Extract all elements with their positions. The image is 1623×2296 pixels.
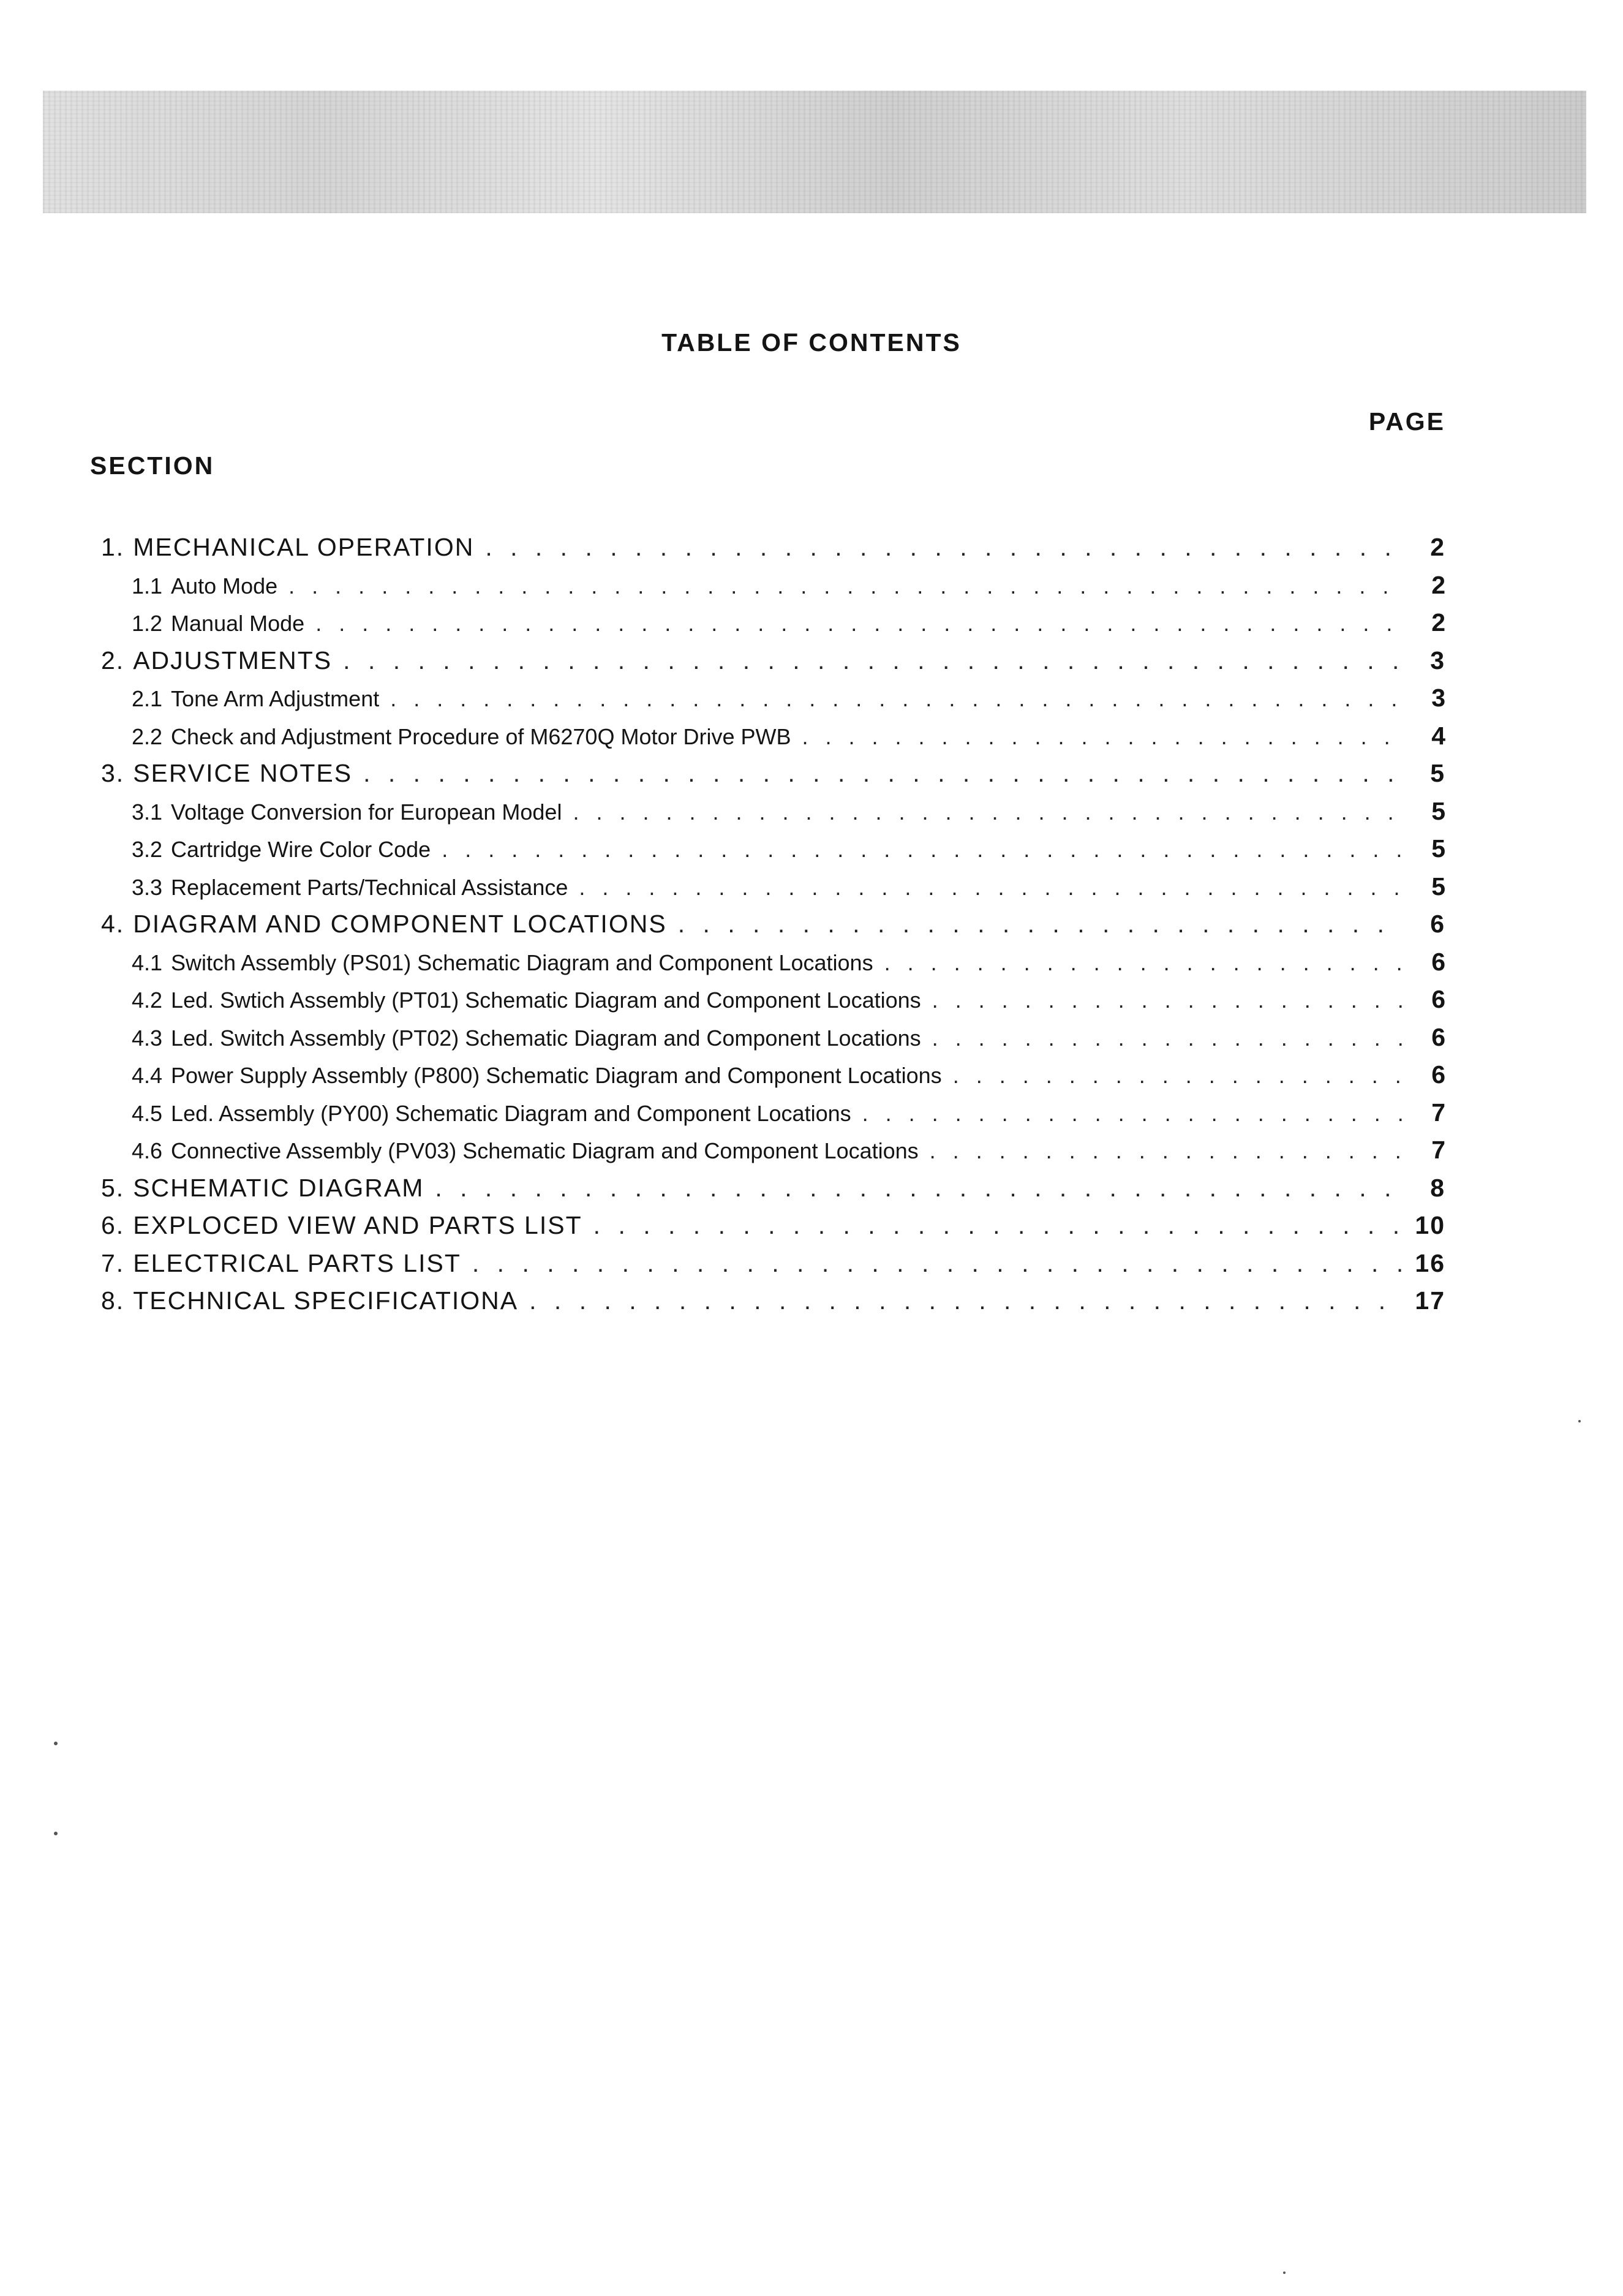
toc-entry-label: MECHANICAL OPERATION: [133, 533, 475, 561]
toc-entry-page: 7: [1431, 1136, 1445, 1164]
toc-entry-label: EXPLOCED VIEW AND PARTS LIST: [133, 1211, 582, 1239]
toc-entry: [101, 834, 1445, 872]
toc-entry-number: 4.2: [132, 988, 163, 1013]
toc-entry-label: Connective Assembly (PV03) Schematic Diagram and Component Locations: [171, 1138, 919, 1163]
dot-leader: [932, 1025, 1404, 1051]
toc-entry-page: 5: [1431, 834, 1445, 863]
toc-entry-label: Switch Assembly (PS01) Schematic Diagram and Component Locations: [171, 950, 873, 975]
toc-entry-number: 6.: [101, 1211, 125, 1239]
toc-entry-page: 3: [1430, 646, 1445, 674]
toc-entry-page: 10: [1415, 1211, 1445, 1239]
toc-entry: [101, 910, 1445, 948]
scan-speck: [1578, 1420, 1581, 1422]
toc-entry: [101, 759, 1445, 797]
toc-entry: [101, 985, 1445, 1023]
toc-entry-number: 7.: [101, 1248, 125, 1277]
toc-entry: [101, 797, 1445, 835]
dot-leader: [802, 724, 1404, 750]
toc-entry-number: 3.2: [132, 837, 163, 862]
toc-entry-label: SERVICE NOTES: [133, 759, 353, 787]
toc-entry-page: 5: [1431, 796, 1445, 825]
toc-entry: [101, 1060, 1445, 1098]
dot-leader: [529, 1286, 1404, 1315]
toc-entry-label: Check and Adjustment Procedure of M6270Q Motor Drive PWB: [171, 723, 791, 749]
toc-entry: [101, 533, 1445, 571]
dot-leader: [485, 533, 1404, 562]
dot-leader: [678, 910, 1404, 938]
toc-entry-label: TECHNICAL SPECIFICATIONA: [133, 1286, 519, 1315]
page-column-heading: PAGE: [1368, 407, 1445, 436]
toc-entry-page: 16: [1415, 1248, 1445, 1277]
toc-entry-number: 4.4: [132, 1063, 163, 1088]
dot-leader: [930, 1138, 1404, 1164]
scan-speck: [54, 1742, 58, 1745]
toc-entry-label: SCHEMATIC DIAGRAM: [133, 1173, 424, 1202]
dot-leader: [390, 686, 1404, 712]
toc-entry-label: Manual Mode: [171, 611, 305, 636]
dot-leader: [862, 1101, 1404, 1127]
toc-entry: [101, 1023, 1445, 1061]
toc-entry-number: 2.1: [132, 686, 163, 711]
toc-entry-page: 7: [1431, 1098, 1445, 1127]
toc-entry-page: 5: [1431, 872, 1445, 901]
toc-entry: [101, 1136, 1445, 1174]
toc-entry-label: Auto Mode: [171, 573, 278, 599]
dot-leader: [573, 799, 1404, 825]
dot-leader: [953, 1063, 1404, 1089]
toc-entry-page: 17: [1415, 1286, 1445, 1315]
toc-entry-page: 2: [1431, 608, 1445, 636]
scan-speck: [54, 1832, 58, 1835]
toc-entry-page: 4: [1431, 721, 1445, 750]
toc-entry-number: 3.: [101, 759, 125, 787]
toc-entry-label: Tone Arm Adjustment: [171, 686, 380, 711]
toc-entry: [101, 722, 1445, 760]
toc-entry: [101, 1098, 1445, 1136]
dot-leader: [579, 875, 1404, 901]
toc-entry-label: Replacement Parts/Technical Assistance: [171, 874, 568, 900]
toc-entry: [101, 872, 1445, 910]
dot-leader: [884, 950, 1404, 976]
toc-entry: [101, 1174, 1445, 1212]
toc-entry-number: 4.6: [132, 1138, 163, 1163]
dot-leader: [932, 988, 1404, 1013]
toc-entry-number: 1.1: [132, 573, 163, 599]
toc-entry-label: Cartridge Wire Color Code: [171, 837, 431, 862]
toc-entry-number: 1.: [101, 533, 125, 561]
toc-entry-page: 6: [1431, 1060, 1445, 1089]
toc-entry-page: 6: [1430, 910, 1445, 938]
toc-entry-number: 4.1: [132, 950, 163, 975]
toc-entry: [101, 608, 1445, 646]
dot-leader: [442, 837, 1404, 863]
dot-leader: [435, 1174, 1404, 1203]
dot-leader: [288, 573, 1404, 599]
toc-entry-page: 6: [1431, 1022, 1445, 1051]
toc-entry-page: 6: [1431, 947, 1445, 976]
toc-entry: [101, 1249, 1445, 1287]
dot-leader: [315, 611, 1404, 636]
toc-entry-label: Led. Swtich Assembly (PT01) Schematic Diagram and Component Locations: [171, 988, 921, 1013]
toc-entry-number: 3.1: [132, 799, 163, 825]
toc-list: [101, 533, 1445, 1324]
toc-entry-label: Led. Assembly (PY00) Schematic Diagram and Component Locations: [171, 1100, 851, 1126]
toc-entry: [101, 948, 1445, 986]
toc-entry-label: Led. Switch Assembly (PT02) Schematic Diagram and Component Locations: [171, 1025, 921, 1051]
dot-leader: [363, 759, 1404, 788]
dot-leader: [472, 1249, 1404, 1278]
toc-entry-label: Voltage Conversion for European Model: [171, 799, 562, 825]
toc-entry-page: 2: [1430, 533, 1445, 561]
toc-entry-page: 6: [1431, 985, 1445, 1013]
toc-entry-number: 2.: [101, 646, 125, 674]
toc-entry-number: 1.2: [132, 611, 163, 636]
toc-entry: [101, 571, 1445, 609]
scan-speck: [1283, 2271, 1286, 2274]
toc-entry-number: 4.: [101, 910, 125, 938]
scan-noise-band: [43, 91, 1586, 213]
toc-entry-number: 2.2: [132, 723, 163, 749]
toc-entry-label: ELECTRICAL PARTS LIST: [133, 1248, 461, 1277]
toc-entry: [101, 646, 1445, 684]
toc-entry-number: 4.3: [132, 1025, 163, 1051]
toc-entry-page: 8: [1430, 1173, 1445, 1202]
toc-entry-page: 2: [1431, 570, 1445, 599]
toc-entry-page: 3: [1431, 684, 1445, 712]
toc-entry-number: 4.5: [132, 1100, 163, 1126]
dot-leader: [593, 1211, 1404, 1240]
toc-entry-page: 5: [1430, 759, 1445, 787]
toc-entry-number: 8.: [101, 1286, 125, 1315]
toc-entry: [101, 1211, 1445, 1249]
toc-entry-label: ADJUSTMENTS: [133, 646, 333, 674]
toc-entry-label: Power Supply Assembly (P800) Schematic Diagram and Component Locations: [171, 1063, 942, 1088]
section-column-heading: SECTION: [90, 451, 215, 480]
toc-entry-number: 5.: [101, 1173, 125, 1202]
toc-entry-number: 3.3: [132, 874, 163, 900]
toc-entry: [101, 684, 1445, 722]
toc-entry: [101, 1286, 1445, 1324]
document-title: TABLE OF CONTENTS: [661, 328, 962, 357]
toc-entry-label: DIAGRAM AND COMPONENT LOCATIONS: [133, 910, 667, 938]
dot-leader: [343, 646, 1404, 675]
